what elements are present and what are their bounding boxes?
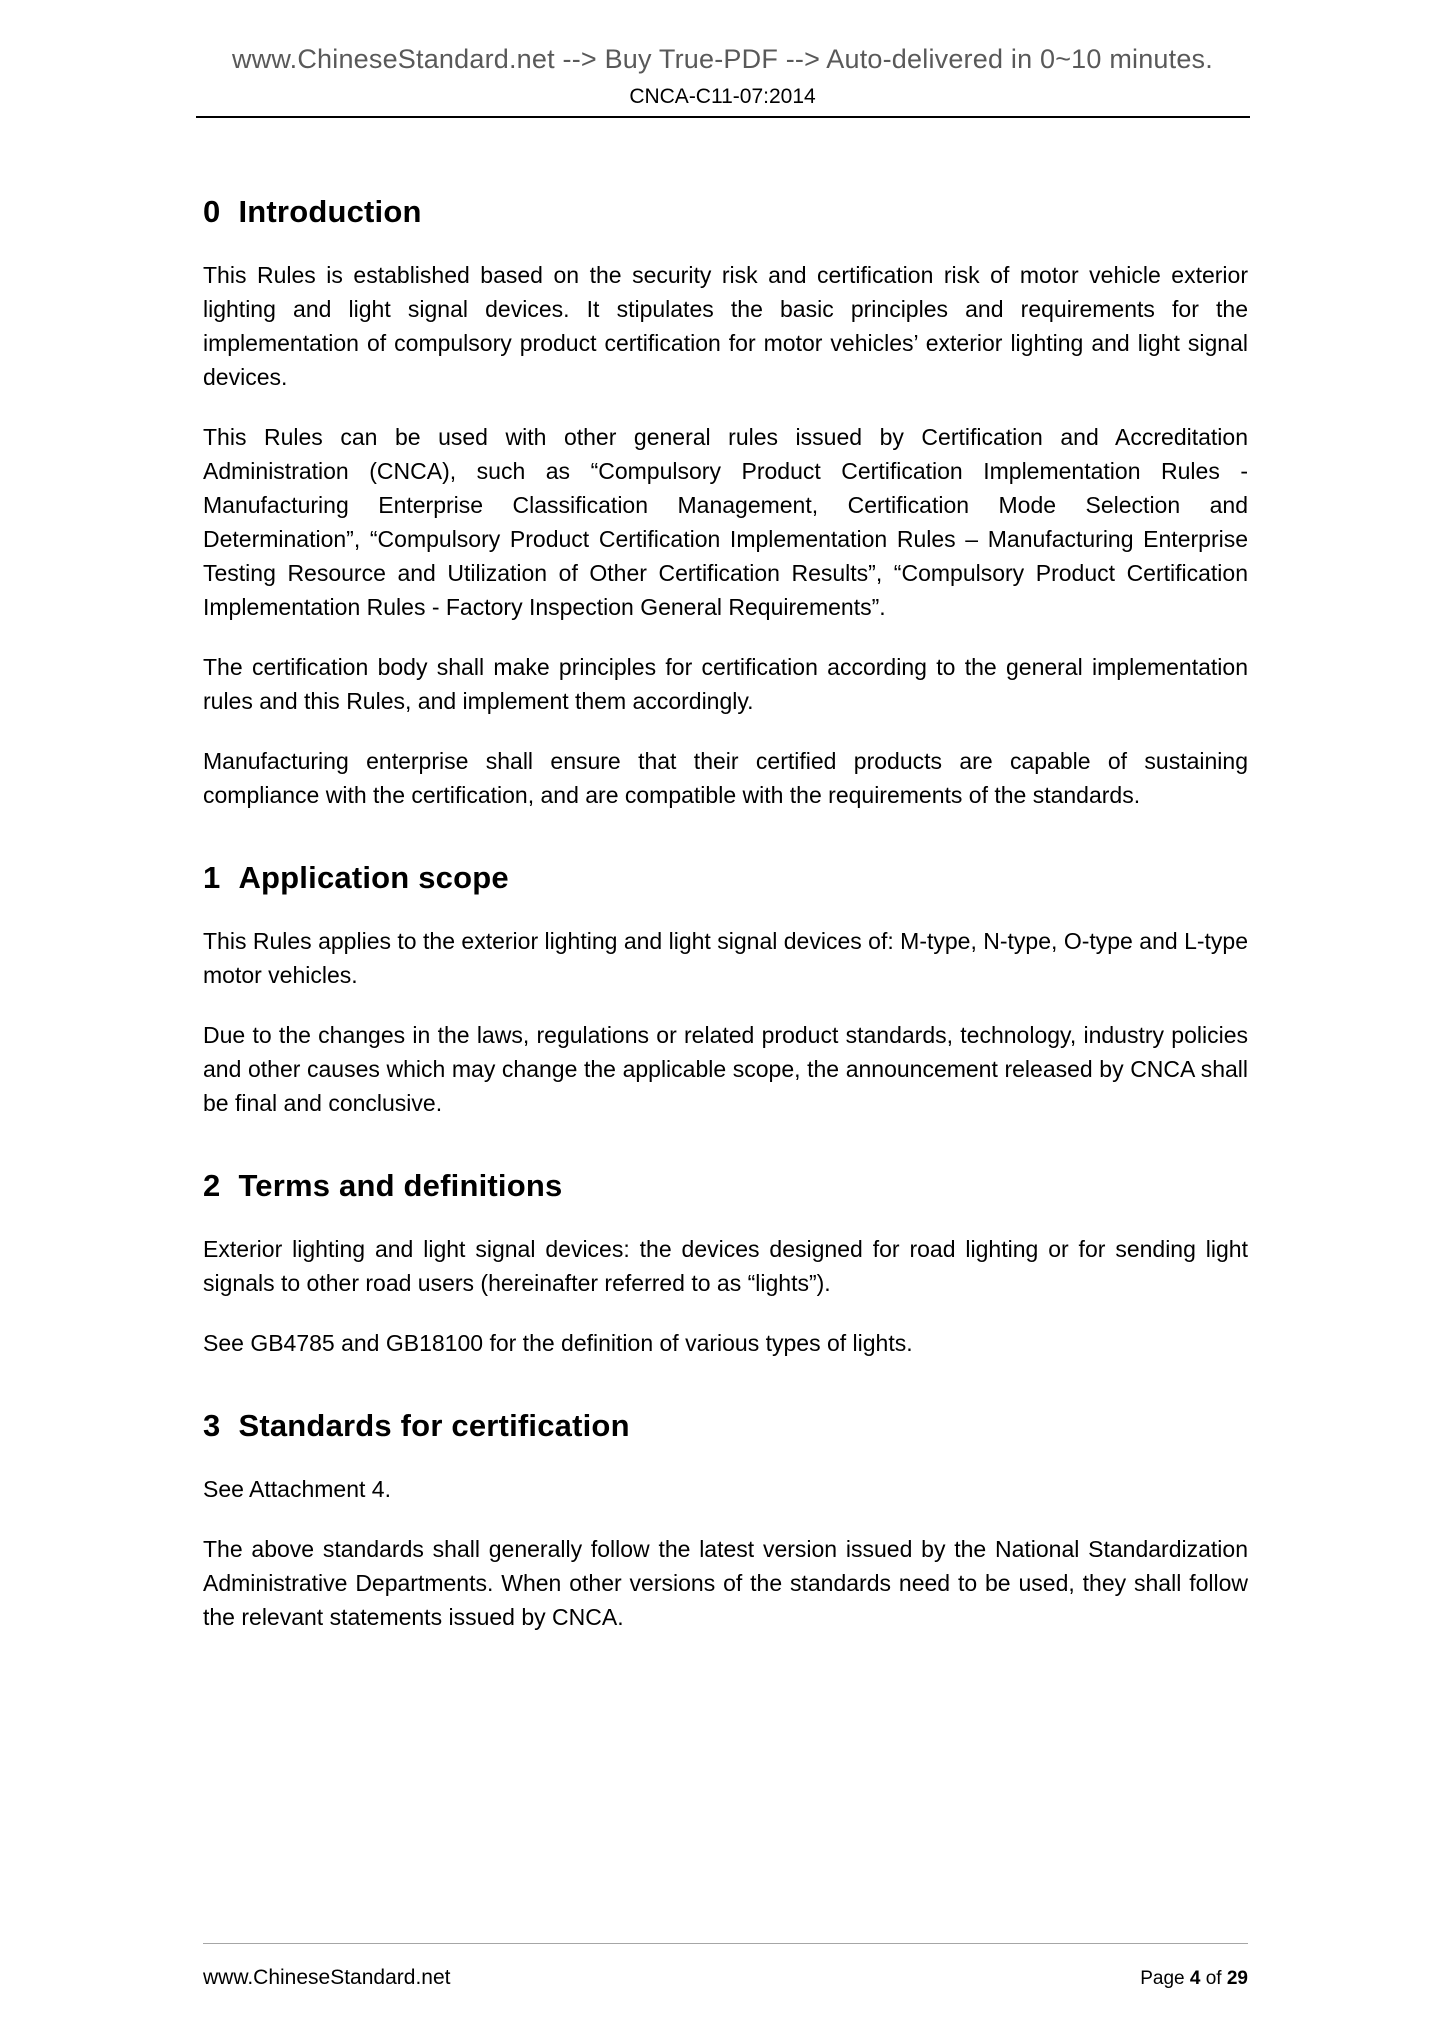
document-content	[0, 194, 1445, 1634]
paragraph: This Rules can be used with other general rules issued by Certification and Accreditation Administration (CNCA), such as “Compulsory Product Certification Implementation Rules - Manufacturing Enterprise Classification Management, Certification Mode Selection and Determination”, “Compulsory Product Certification Implementation Rules – Manufacturing Enterprise Testing Resource and Utilization of Other Certification Results”, “Compulsory Product Certification Implementation Rules - Factory Inspection General Requirements”.	[203, 424, 1248, 620]
paragraph: See GB4785 and GB18100 for the definition of various types of lights.	[203, 1330, 913, 1356]
of-label: of	[1205, 1968, 1222, 1989]
header-divider	[196, 116, 1250, 118]
section-title: Standards for certification	[238, 1408, 630, 1443]
paragraph: This Rules applies to the exterior lighting and light signal devices of: M-type, N-type, O-type and L-type motor vehicles.	[203, 928, 1248, 988]
footer-site-text: www.ChineseStandard.net	[203, 1966, 451, 1989]
section-title: Terms and definitions	[238, 1168, 563, 1203]
paragraph: This Rules is established based on the security risk and certification risk of motor vehicle exterior lighting and light signal devices. It stipulates the basic principles and requirements for the implementation of compulsory product certification for motor vehicles’ exterior lighting and light signal devices.	[203, 262, 1248, 390]
section-heading-terms-definitions	[203, 1168, 1248, 1204]
footer-divider	[203, 1943, 1248, 1944]
page-number: 4	[1189, 1968, 1201, 1989]
section-heading-application-scope	[203, 860, 1248, 896]
footer-row	[203, 1966, 1248, 1990]
section-title: Application scope	[238, 860, 509, 895]
paragraph: The certification body shall make principles for certification according to the general implementation rules and this Rules, and implement them accordingly.	[203, 654, 1248, 714]
paragraph: See Attachment 4.	[203, 1476, 391, 1502]
section-number: 0	[203, 194, 221, 229]
document-id: CNCA-C11-07:2014	[629, 85, 816, 108]
paragraph: The above standards shall generally follow the latest version issued by the National Standardization Administrative Departments. When other versions of the standards need to be used, they shall follow the relevant statements issued by CNCA.	[203, 1536, 1248, 1630]
section-heading-standards-certification	[203, 1408, 1248, 1444]
page-header	[0, 0, 1445, 118]
section-title: Introduction	[238, 194, 422, 229]
section-number: 3	[203, 1408, 221, 1443]
section-number: 1	[203, 860, 221, 895]
page-label: Page	[1140, 1968, 1185, 1989]
page-indicator	[1140, 1968, 1248, 1990]
paragraph: Due to the changes in the laws, regulations or related product standards, technology, industry policies and other causes which may change the applicable scope, the announcement released by CNCA shall be final and conclusive.	[203, 1022, 1248, 1116]
header-promo-text: www.ChineseStandard.net --> Buy True-PDF --> Auto-delivered in 0~10 minutes.	[232, 44, 1213, 74]
paragraph: Manufacturing enterprise shall ensure that their certified products are capable of sustaining compliance with the certification, and are compatible with the requirements of the standards.	[203, 748, 1248, 808]
section-heading-introduction	[203, 194, 1248, 230]
total-pages: 29	[1226, 1968, 1248, 1989]
paragraph: Exterior lighting and light signal devices: the devices designed for road lighting or for sending light signals to other road users (hereinafter referred to as “lights”).	[203, 1236, 1248, 1296]
section-number: 2	[203, 1168, 221, 1203]
page-footer	[203, 1943, 1248, 1990]
